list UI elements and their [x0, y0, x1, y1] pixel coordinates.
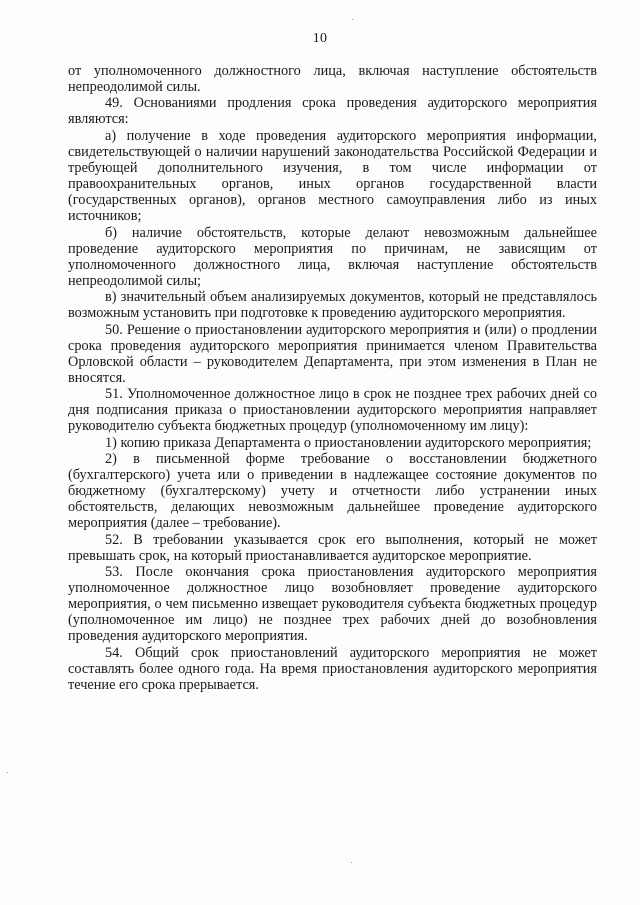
document-body	[68, 63, 597, 693]
paragraph-continuation: от уполномоченного должностного лица, включая наступление обстоятельств непреодолимой силы.	[68, 63, 597, 96]
paragraph-54: 54. Общий срок приостановлений аудиторского мероприятия не может составлять более одного года. На время приостановления аудиторского мероприятия течение его срока прерывается.	[68, 644, 597, 693]
scan-artifact-dot	[352, 19, 353, 20]
paragraph-53: 53. После окончания срока приостановления аудиторского мероприятия уполномоченное должностное лицо возобновляет проведение аудиторского мероприятия, о чем письменно извещает руководителя субъекта бюджетных процедур (уполномоченное им лицо) не позднее трех рабочих дней до возобновления проведения аудиторского мероприятия.	[68, 563, 597, 645]
paragraph-51-item-2: 2) в письменной форме требование о восстановлении бюджетного (бухгалтерского) учета или о приведении в надлежащее состояние документов по бюджетному (бухгалтерскому) учету и отчетности либо устранении иных обстоятельств, делающих невозможным дальнейшее проведение аудиторского мероприятия (далее – требование).	[68, 450, 597, 532]
paragraph-49-item-b: б) наличие обстоятельств, которые делают невозможным дальнейшее проведение аудиторского мероприятия по причинам, не зависящим от уполномоченного должностного лица, включая наступление обстоятельств непреодолимой силы;	[68, 224, 597, 290]
page-number: 10	[312, 31, 328, 46]
paragraph-49-item-v: в) значительный объем анализируемых документов, который не представлялось возможным установить при подготовке к проведению аудиторского мероприятия.	[68, 289, 597, 322]
scan-artifact-dot	[351, 862, 352, 863]
scan-artifact-dot	[7, 772, 8, 773]
paragraph-50: 50. Решение о приостановлении аудиторского мероприятия и (или) о продлении срока проведения аудиторского мероприятия принимается членом Правительства Орловской области – руководителем Департамента, при этом изменения в План не вносятся.	[68, 321, 597, 386]
paragraph-49-item-a: а) получение в ходе проведения аудиторского мероприятия информации, свидетельствующей о наличии нарушений законодательства Российской Федерации и требующей дополнительного изучения, в том числе информации от правоохранительных органов, иных органов государственной власти (государственных органов), органов местного самоуправления либо из иных источников;	[68, 127, 597, 225]
paragraph-51-item-1: 1) копию приказа Департамента о приостановлении аудиторского мероприятия;	[105, 434, 592, 451]
paragraph-52: 52. В требовании указывается срок его выполнения, который не может превышать срок, на который приостанавливается аудиторское мероприятие.	[68, 531, 597, 564]
paragraph-49: 49. Основаниями продления срока проведения аудиторского мероприятия являются:	[68, 95, 597, 128]
paragraph-51: 51. Уполномоченное должностное лицо в срок не позднее трех рабочих дней со дня подписания приказа о приостановлении аудиторского мероприятия направляет руководителю субъекта бюджетных процедур (уполномоченному им лицу):	[68, 386, 597, 435]
